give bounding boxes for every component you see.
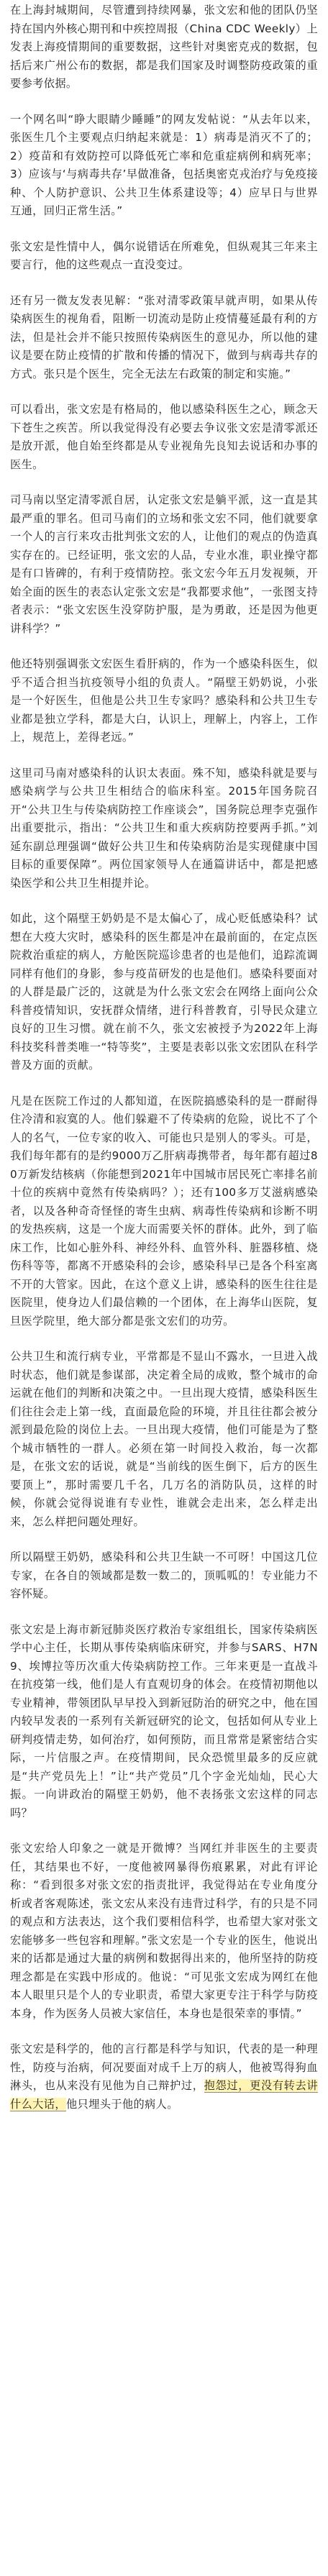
paragraph-12: 所以隔壁王奶奶，感染科和公共卫生缺一不可呀！中国这几位专家，在各自的领域都是数一数二的，顶呱呱的！专业能力不容怀疑。 — [10, 1550, 318, 1600]
paragraph-14: 张文宏给人印象之一就是开微博？当网红并非医生的主要责任，其结果也不好，一度他被网暴得伤痕累累，对此有评论称：“看到很多对张文宏的指责批评，我觉得站在专业角度分析或者客观陈述，张文宏从来没有违背过科学，有的只是不同的观点和方法表达，这个我们要相信科学，也希望大家对张文宏能够多一些包容和理解。”张文宏是一个专业的医生，他说出来的话都是通过大量的病例和数据得出来的，他所坚持的防疫理念都是在实践中形成的。他说：“可见张文宏成为网红在他本人眼里只是个人的专业职责，希望大家更专注于科学与防疫本身，作为医务人员被大家信任，本身也是很荣幸的事情。” — [10, 1842, 318, 2020]
paragraph-15 — [10, 2040, 318, 2114]
paragraph-15-text: 张文宏是科学的，他的言行都是科学与知识，代表的是一种理性，防疫与治病，何况要面对成千上万的病人，他被骂得狗血淋头，也从来没有见他为自己辩护过， — [10, 2042, 318, 2092]
highlighted-text: 抱怨过，更没有转去讲什么大话， — [10, 2079, 318, 2111]
paragraph-7: 他还特别强调张文宏医生看肝病的，作为一个感染科医生，似乎不适合担当抗疫领导小组的负责人。“隔壁王奶奶说，小张是一个好医生，但他是公共卫生专家吗？感染科和公共卫生专业都是独立学科，都是大白，认识上，理解上，内容上，工作上，规范上，差得老远。” — [10, 657, 318, 744]
paragraph-9: 如此，这个隔壁王奶奶是不是太偏心了，成心贬低感染科？试想在大疫大灾时，感染科的医生都是冲在最前面的，在定点医院救治重症的病人，方舱医院巡诊患者的也是他们，追踪流调同样有他们的身影，参与疫苗研发的也是他们。感染科要面对的人群是最广泛的，这就是为什么张文宏会在网络上面向公众科普疫情知识，安抚群众情绪，进行科普教育，引导民众建立良好的卫生习惯。就在前不久，张文宏被授予为2022年上海科技奖科普类唯一“特等奖”，主要是表彰以张文宏团队在科学普及方面的贡献。 — [10, 912, 318, 1072]
paragraph-5: 可以看出，张文宏是有格局的，他以感染科医生之心，顾念天下苍生之疾苦。所以我觉得没有必要去争议张文宏是清零派还是放开派，他自始至终都是从专业视角先良知去说话和办事的医生。 — [10, 403, 318, 471]
paragraph-6: 司马南以坚定清零派自居，认定张文宏是躺平派，这一直是其最严重的罪名。但司马南们的立场和张文宏不同，他们就要拿一个人的言行来攻击批判张文宏的人，让他们的观点的伪造真实存在的。已经证明，张文宏的人品，专业水准，职业操守都是有口皆碑的，有利于疫情防控。张文宏今年五月发视频，开始全面的医生的表态认定张文宏是“我都要求他”，一张图支持者表示：“张文宏医生没穿防护服，是为勇敢，还是因为他更讲科学？” — [10, 493, 318, 635]
paragraph-4: 还有另一微友发表见解：“张对清零政策早就声明，如果从传染病医生的视角看，阻断一切流动是防止疫情蔓延最有利的方法，但是社会并不能只按照传染病医生的意见办，所以他的建议是要在防止疫情的扩散和传播的情况下，做到与病毒共存的方式。张只是个医生，完全无法左右政策的制定和实施。” — [10, 293, 318, 380]
paragraph-10: 凡是在医院工作过的人都知道，在医院搞感染科的是一群耐得住冷清和寂寞的人。他们躲避不了传染病的危险，说比不了个人的名气，一位专家的收入、可能也只是别人的零头。可是，我们每年都有的是约9000万乙肝病毒携带者，每年都有超过80万新发结核病（你能想到2021年中国城市居民死亡率排名前十位的疾病中竟然有传染病吗？）；还有100多万艾滋病感染者，以及各种奇奇怪怪的寄生虫病、病毒性传染病和诊断不明的发热疾病，这是一个庞大而需要关怀的群体。此外，到了临床工作，比如心脏外科、神经外科、血管外科、脏器移植、烧伤科等等，都离不开感染科的会诊，感染科早已是各个科室离不开的大管家。因此，在这个意义上讲，感染科的医生往往是医院里，使身边人们最信赖的一个团体，在上海华山医院，复旦医学院里，绝大部分都是张文宏们的功劳。 — [10, 1094, 318, 1328]
paragraph-8: 这里司马南对感染科的认识太表面。殊不知，感染科就是要与感染病学与公共卫生相结合的临床科室。2015年国务院召开“公共卫生与传染病防控工作座谈会”，国务院总理李克强作出重要批示，指出：“公共卫生和重大疾病防控要两手抓。”刘延东副总理强调“做好公共卫生和传染病防治是实现健康中国目标的重要保障”。两位国家领导人在通篇讲话中，都是把感染医学和公共卫生相提并论。 — [10, 766, 318, 890]
paragraph-15-end: 他只埋头于他的病人。 — [65, 2097, 178, 2111]
paragraph-2: 一个网名叫“睁大眼睛少睡睡”的网友发帖说：“从去年以来，张医生几个主要观点归纳起来就是：1）病毒是消灭不了的；2）疫苗和有效防控可以降低死亡率和危重症病例和病死率；3）应该与‘与病毒共存’早做准备，包括奥密克戎治疗与免疫接种、个人防护意识、公共卫生体系建设等；4）应早日与世界互通，回归正常生活。” — [10, 112, 318, 217]
paragraph-1: 在上海封城期间，尽管遭到持续网暴，张文宏和他的团队仍坚持在国内外核心期刊和中疾控周报（China CDC Weekly）上发表上海疫情期间的重要数据，这些针对奥密克戎的数据，包括后来广州公布的数据，都是我们国家及时调整防疫政策的重要参考依据。 — [10, 4, 318, 90]
paragraph-3: 张文宏是性情中人，偶尔说错话在所难免，但纵观其三年来主要言行，他的这些观点一直没变过。 — [10, 239, 318, 271]
paragraph-11: 公共卫生和流行病专业，平常都是不显山不露水，一旦进入战时状态，他们就是参谋部，决定着全局的成败，整个城市的命运就在他们的判断和决策之中。一旦出现大疫情，感染科医生们往往会走上第一线，直面最危险的环境，并且往往都会被分派到最危险的岗位上去。一旦出现大疫情，他们可能是为了整个城市牺牲的一群人。必须在第一时间投入救治，每一次都是，在张文宏的话说，就是“当前线的医生倒下，后方的医生要顶上”，那时需要几千名，几万名的消防队员，这样的时候，你就会觉得说谁有专业性，谁就会走出来，怎么样走出来，怎么样把问题处理好。 — [10, 1350, 318, 1528]
paragraph-13: 张文宏是上海市新冠肺炎医疗救治专家组组长，国家传染病医学中心主任，长期从事传染病临床研究，并参与SARS、H7N9、埃博拉等历次重大传染病防控工作。三年来更是一直战斗在抗疫第一线，他们是人有直观切身的体会。在疫情初期他以专业精神，带领团队早早投入到新冠防治的研究之中，他在国内较早发表的一系列有关新冠研究的论文，包括如何从专业上研判疫情走势，如何治疗，如何预防，而且常常是紧密结合实际，一片信服之声。在疫情期间，民众恐慌里最多的反应就是“共产党员先上！”让“共产党员”几个字金光灿灿，民心大振。一向讲政治的隔壁王奶奶，他不表扬张文宏这样的同志吗？ — [10, 1622, 318, 1819]
